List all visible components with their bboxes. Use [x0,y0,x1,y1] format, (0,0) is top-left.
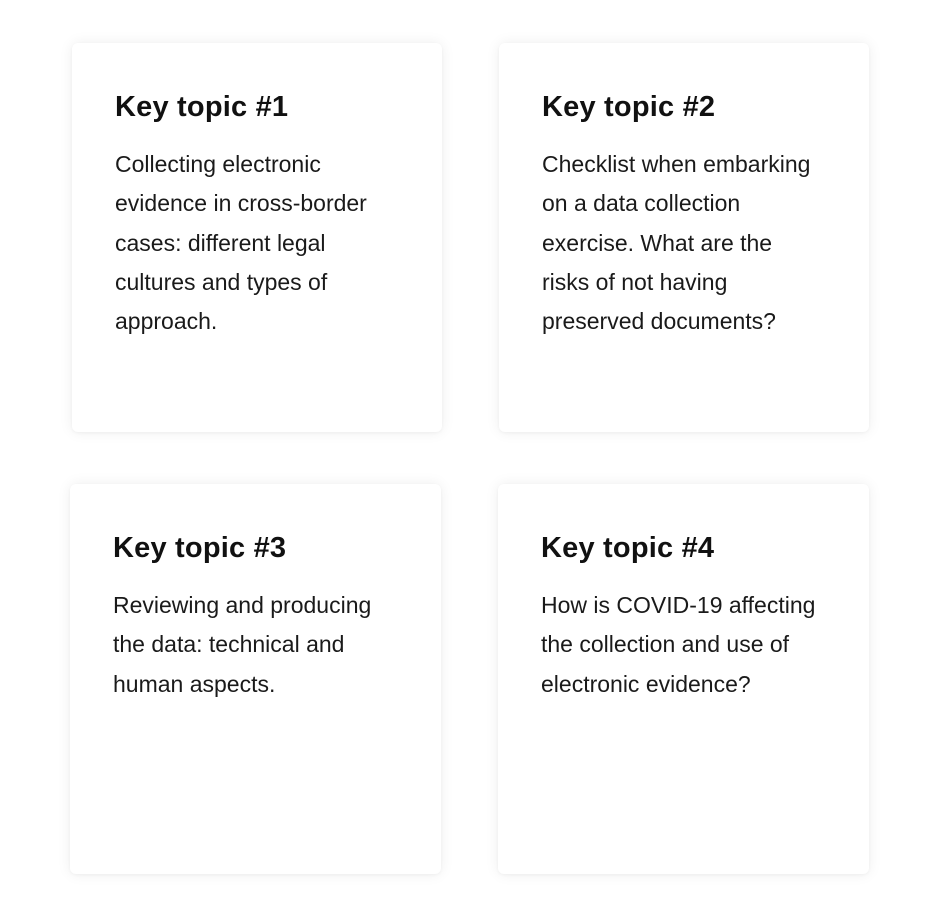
key-topic-card-2 [499,43,869,432]
key-topic-title: Key topic #1 [115,91,289,123]
key-topic-title: Key topic #4 [541,532,715,564]
key-topic-card-1 [72,43,442,432]
key-topic-description: How is COVID-19 affecting the collection and use of electronic evidence? [541,592,816,697]
key-topic-card-3 [70,484,441,874]
key-topic-title: Key topic #3 [113,532,287,564]
key-topic-description: Reviewing and producing the data: technical and human aspects. [113,592,372,697]
key-topic-description: Checklist when embarking on a data collection exercise. What are the risks of not having preserved documents? [542,151,811,335]
key-topic-title: Key topic #2 [542,91,716,123]
key-topic-card-4 [498,484,869,874]
key-topic-description: Collecting electronic evidence in cross-border cases: different legal cultures and types of approach. [115,151,367,335]
